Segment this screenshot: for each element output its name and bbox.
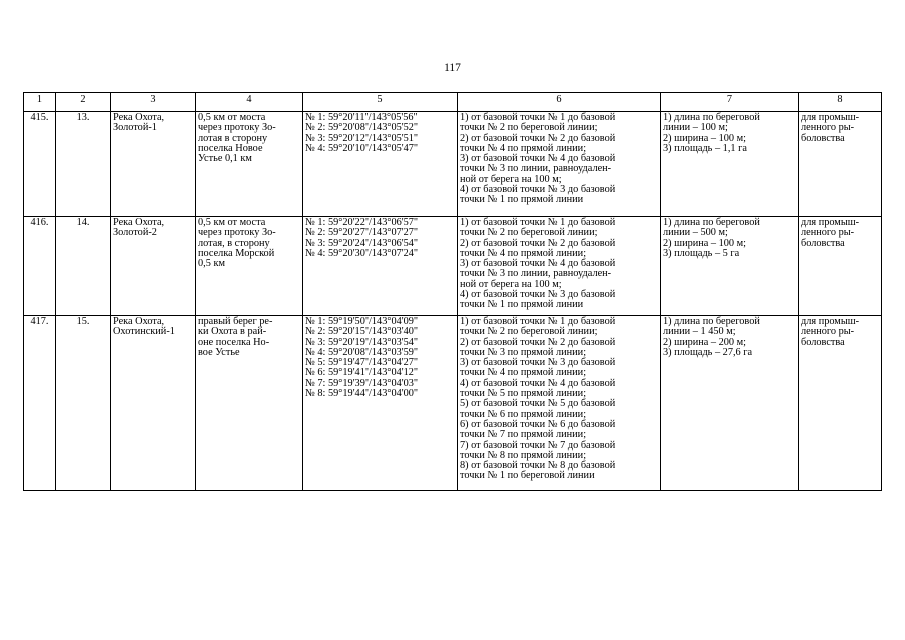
area-name: Река Охота, Золотой-2 [111, 217, 196, 316]
area-purpose: для промыш- ленного ры- боловства [799, 316, 882, 491]
fishing-areas-table [23, 92, 882, 491]
boundary-description: 1) от базовой точки № 1 до базовой точки № 2 по береговой линии; 2) от базовой точки № 2 до базовой точки № 3 по прямой линии; 3) от базовой точки № 3 до базовой точки № 4 по прямой линии; 4) от базовой точки № 4 до базовой точки № 5 по прямой линии; 5) от базовой точки № 5 до базовой точки № 6 по прямой линии; 6) от базовой точки № 6 до базовой точки № 7 по прямой линии; 7) от базовой точки № 7 до базовой точки № 8 по прямой линии; 8) от базовой точки № 8 до базовой точки № 1 по береговой линии [458, 316, 661, 491]
area-location: правый берег ре- ки Охота в рай- оне поселка Но- вое Устье [196, 316, 303, 491]
section-number: 14. [56, 217, 111, 316]
base-point-coordinates: № 1: 59°19'50"/143°04'09" № 2: 59°20'15"/143°03'40" № 3: 59°20'19"/143°03'54" № 4: 59°20'08"/143°03'59" № 5: 59°19'47"/143°04'27" № 6: 59°19'41"/143°04'12" № 7: 59°19'39"/143°04'03" № 8: 59°19'44"/143°04'00" [303, 316, 458, 491]
boundary-description: 1) от базовой точки № 1 до базовой точки № 2 по береговой линии; 2) от базовой точки № 2 до базовой точки № 4 по прямой линии; 3) от базовой точки № 4 до базовой точки № 3 по линии, равноудален- ной от берега на 100 м; 4) от базовой точки № 3 до базовой точки № 1 по прямой линии [458, 217, 661, 316]
table-row [24, 112, 882, 217]
section-number: 13. [56, 112, 111, 217]
column-number-1: 1 [24, 93, 56, 112]
area-purpose: для промыш- ленного ры- боловства [799, 217, 882, 316]
area-name: Река Охота, Золотой-1 [111, 112, 196, 217]
column-number-2: 2 [56, 93, 111, 112]
base-point-coordinates: № 1: 59°20'11"/143°05'56" № 2: 59°20'08"/143°05'52" № 3: 59°20'12"/143°05'51" № 4: 59°20'10"/143°05'47" [303, 112, 458, 217]
boundary-description: 1) от базовой точки № 1 до базовой точки № 2 по береговой линии; 2) от базовой точки № 2 до базовой точки № 4 по прямой линии; 3) от базовой точки № 4 до базовой точки № 3 по линии, равноудален- ной от берега на 100 м; 4) от базовой точки № 3 до базовой точки № 1 по прямой линии [458, 112, 661, 217]
row-number: 415. [24, 112, 56, 217]
column-number-6: 6 [458, 93, 661, 112]
column-number-8: 8 [799, 93, 882, 112]
area-dimensions: 1) длина по береговой линии – 500 м; 2) ширина – 100 м; 3) площадь – 5 га [661, 217, 799, 316]
table-row [24, 217, 882, 316]
area-name: Река Охота, Охотинский-1 [111, 316, 196, 491]
area-location: 0,5 км от моста через протоку Зо- лотая, в сторону поселка Морской 0,5 км [196, 217, 303, 316]
row-number: 417. [24, 316, 56, 491]
column-number-7: 7 [661, 93, 799, 112]
column-number-5: 5 [303, 93, 458, 112]
area-dimensions: 1) длина по береговой линии – 1 450 м; 2) ширина – 200 м; 3) площадь – 27,6 га [661, 316, 799, 491]
area-dimensions: 1) длина по береговой линии – 100 м; 2) ширина – 100 м; 3) площадь – 1,1 га [661, 112, 799, 217]
table-row [24, 316, 882, 491]
section-number: 15. [56, 316, 111, 491]
column-number-header-row [24, 93, 882, 112]
area-purpose: для промыш- ленного ры- боловства [799, 112, 882, 217]
column-number-3: 3 [111, 93, 196, 112]
area-location: 0,5 км от моста через протоку Зо- лотая в сторону поселка Новое Устье 0,1 км [196, 112, 303, 217]
column-number-4: 4 [196, 93, 303, 112]
page-number: 117 [444, 62, 461, 74]
base-point-coordinates: № 1: 59°20'22"/143°06'57" № 2: 59°20'27"/143°07'27" № 3: 59°20'24"/143°06'54" № 4: 59°20'30"/143°07'24" [303, 217, 458, 316]
row-number: 416. [24, 217, 56, 316]
